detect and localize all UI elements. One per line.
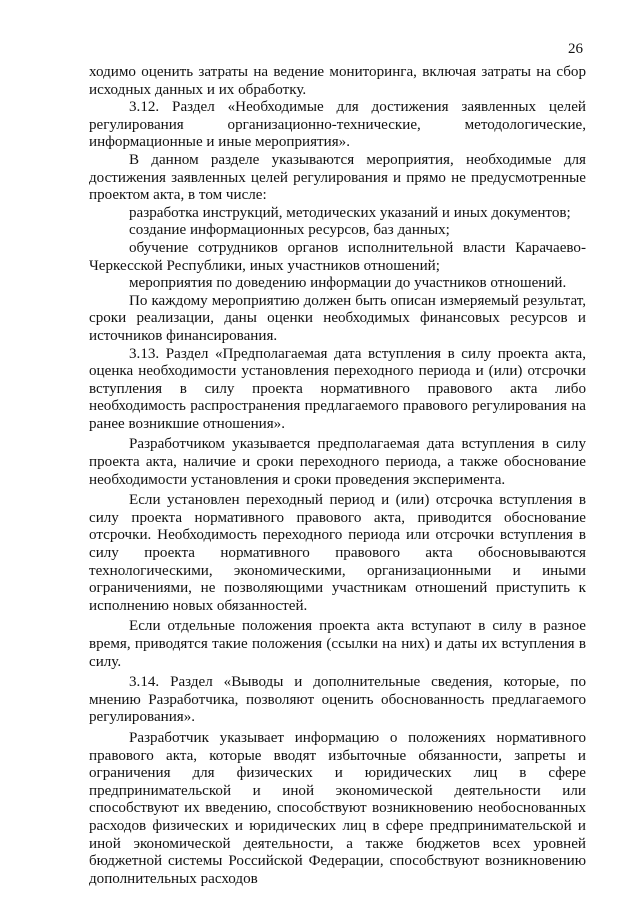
section-3-14-heading: 3.14. Раздел «Выводы и дополнительные сведения, которые, по мнению Разработчика, позволяют оценить обоснованность предлагаемого регулирования». [89, 674, 586, 726]
document-body [89, 64, 586, 888]
paragraph-continuation: ходимо оценить затраты на ведение мониторинга, включая затраты на сбор исходных данных и их обработку. [89, 64, 586, 98]
section-3-13-heading: 3.13. Раздел «Предполагаемая дата вступления в силу проекта акта, оценка необходимости установления переходного периода и (или) отсрочки вступления в силу проекта нормативного правового акта либо необходимость распространения предлагаемого правового регулирования на ранее возникшие отношения». [89, 345, 586, 432]
paragraph-transition-period: Если установлен переходный период и (или) отсрочка вступления в силу проекта нормативного правового акта, приводится обоснование отсрочки. Необходимость переходного периода или отсрочки вступления в силу проекта нормативного правового акта обосновываются технологическими, экономическими, организационными и иными ограничениями, не позволяющими участникам отношений приступить к исполнению новых обязанностей. [89, 492, 586, 614]
page-number: 26 [568, 41, 583, 57]
list-item-informing: мероприятия по доведению информации до участников отношений. [129, 275, 567, 292]
paragraph-effective-date: Разработчиком указывается предполагаемая дата вступления в силу проекта акта, наличие и сроки переходного периода, а также обоснование необходимости установления и сроки проведения эксперимента. [89, 436, 586, 488]
paragraph-separate-provisions: Если отдельные положения проекта акта вступают в силу в разное время, приводятся такие положения (ссылки на них) и даты их вступления в силу. [89, 618, 586, 670]
list-item-training: обучение сотрудников органов исполнительной власти Карачаево-Черкесской Республики, иных участников отношений; [89, 239, 586, 274]
paragraph-measure-results: По каждому мероприятию должен быть описан измеряемый результат, сроки реализации, даны оценки необходимых финансовых ресурсов и источников финансирования. [89, 292, 586, 344]
paragraph-developer-info: Разработчик указывает информацию о положениях нормативного правового акта, которые вводят избыточные обязанности, запреты и ограничения для физических и юридических лиц в сфере предпринимательской и иной экономической деятельности или способствуют их введению, способствуют возникновению необоснованных расходов физических и юридических лиц в сфере предпринимательской и иной экономической деятельности, а также бюджетов всех уровней бюджетной системы Российской Федерации, способствуют возникновению дополнительных расходов [89, 729, 586, 887]
list-item-instructions: разработка инструкций, методических указаний и иных документов; [129, 204, 571, 221]
section-3-12-heading: 3.12. Раздел «Необходимые для достижения заявленных целей регулирования организационно-технические, методологические, информационные и иные мероприятия». [89, 99, 586, 151]
list-item-info-resources: создание информационных ресурсов, баз данных; [129, 222, 450, 239]
paragraph-measures-intro: В данном разделе указываются мероприятия, необходимые для достижения заявленных целей регулирования и прямо не предусмотренные проектом акта, в том числе: [89, 151, 586, 204]
